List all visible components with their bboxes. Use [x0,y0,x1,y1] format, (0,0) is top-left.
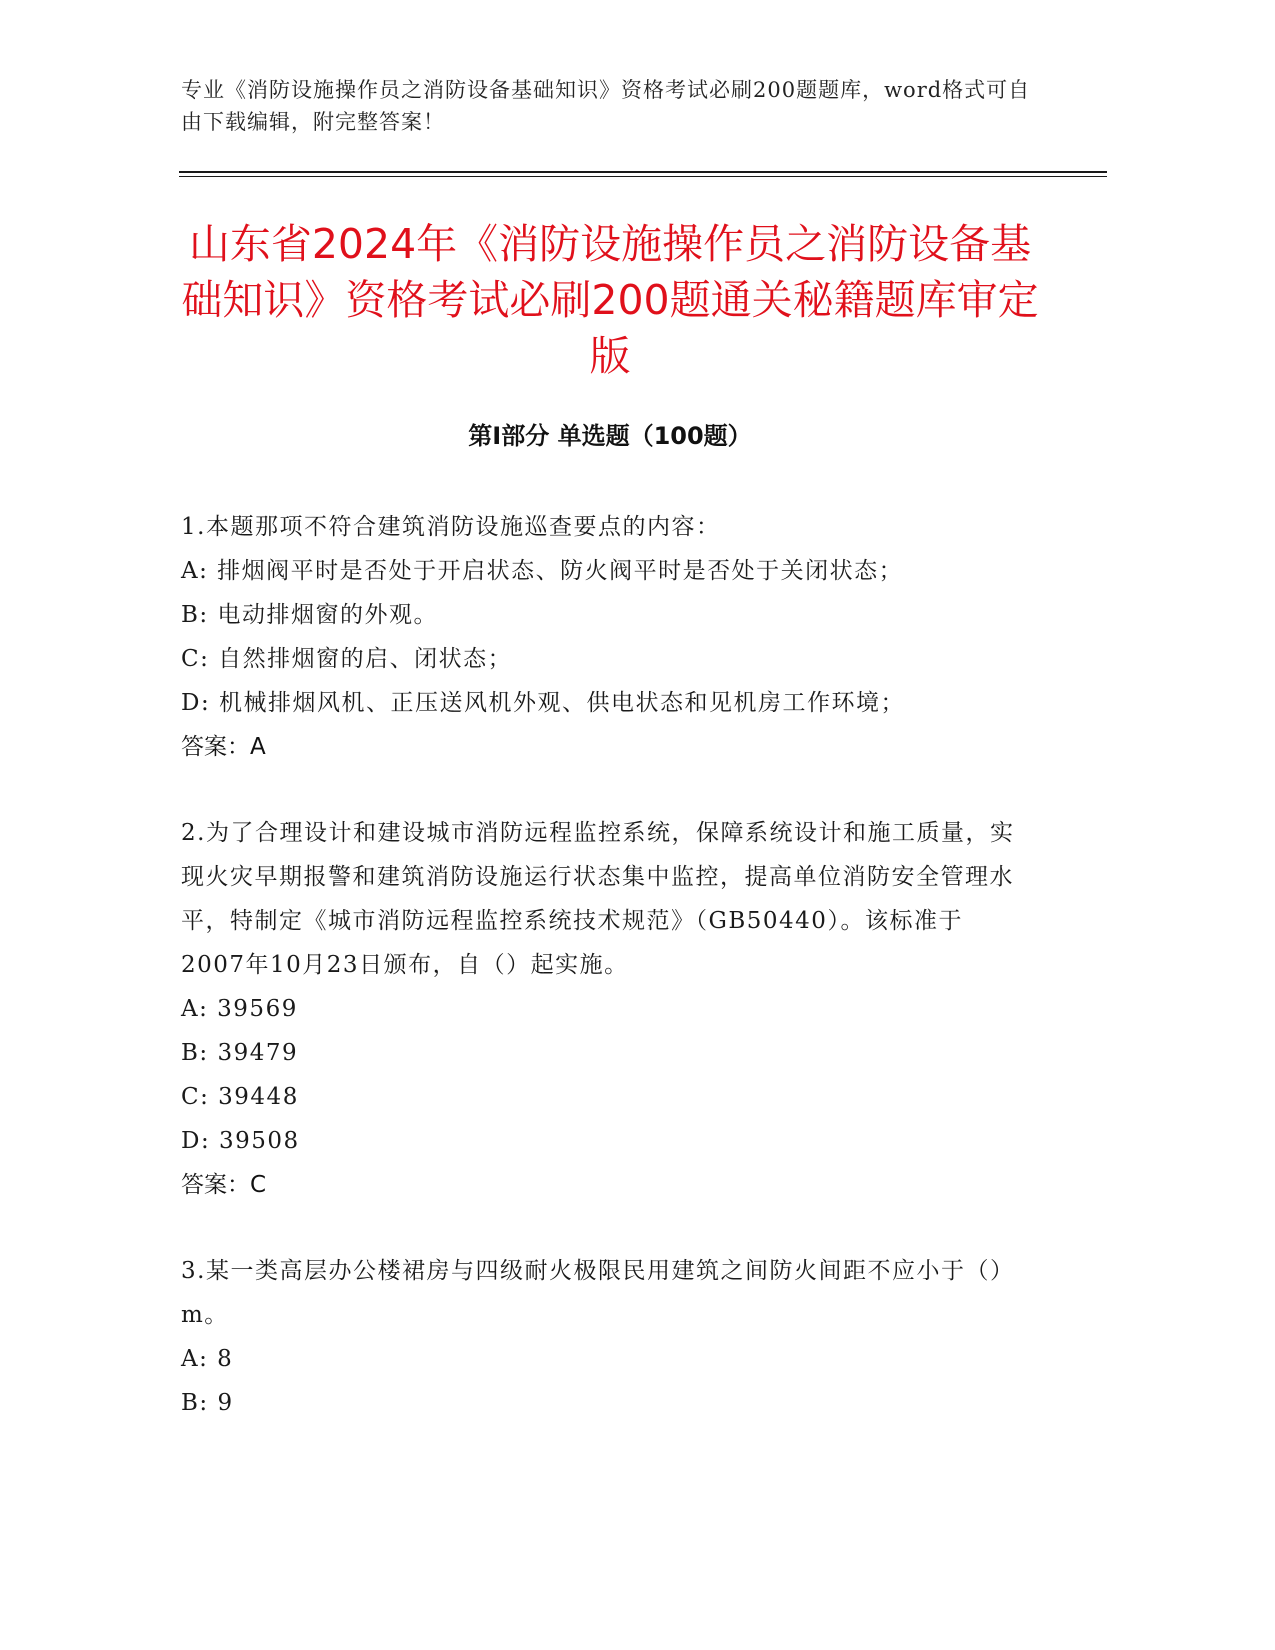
question-stem: 3.某一类高层办公楼裙房与四级耐火极限民用建筑之间防火间距不应小于（）m。 [181,1258,1015,1328]
option-d: D: 39508 [181,1128,300,1154]
section-title: 第I部分 单选题（100题） [468,422,752,450]
question-2 [181,811,1021,1207]
option-b: B: 电动排烟窗的外观。 [181,602,438,628]
header-rule-thick [179,171,1107,173]
option-c: C: 39448 [181,1084,299,1110]
option-b: B: 39479 [181,1040,299,1066]
option-a: A: 39569 [181,996,298,1022]
header-rule-thin [179,176,1107,177]
answer: 答案：A [181,734,266,760]
option-b: B: 9 [181,1390,234,1416]
document-title: 山东省2024年《消防设施操作员之消防设备基础知识》资格考试必刷200题通关秘籍题库审定版 [181,220,1039,380]
header-note: 专业《消防设施操作员之消防设备基础知识》资格考试必刷200题题库，word格式可自由下载编辑，附完整答案！ [181,78,1031,134]
option-a: A: 排烟阀平时是否处于开启状态、防火阀平时是否处于关闭状态； [181,558,904,584]
option-d: D: 机械排烟风机、正压送风机外观、供电状态和见机房工作环境； [181,690,906,716]
question-stem: 1.本题那项不符合建筑消防设施巡查要点的内容： [181,514,721,540]
question-3 [181,1249,1021,1425]
question-1 [181,505,1021,769]
option-c: C: 自然排烟窗的启、闭状态； [181,646,513,672]
option-a: A: 8 [181,1346,234,1372]
answer: 答案：C [181,1172,267,1198]
question-stem: 2.为了合理设计和建设城市消防远程监控系统，保障系统设计和施工质量，实现火灾早期报警和建筑消防设施运行状态集中监控，提高单位消防安全管理水平，特制定《城市消防远程监控系统技术规范》（GB50440）。该标准于2007年10月23日颁布，自（）起实施。 [181,820,1015,978]
question-list [181,505,1021,1467]
